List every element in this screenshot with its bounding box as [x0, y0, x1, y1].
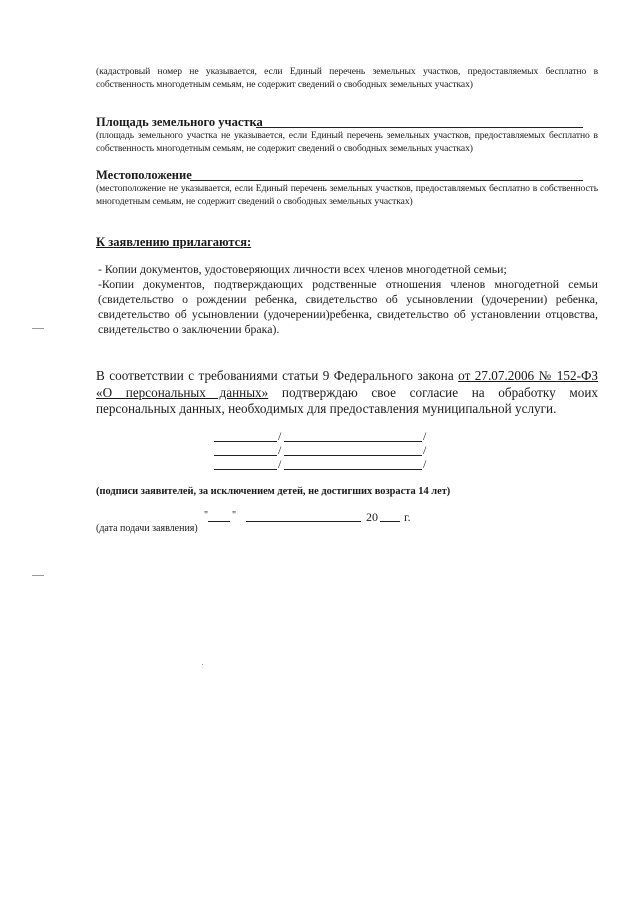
law-reference: от 27.07.2006 № 152-ФЗ «О персональных данных»: [96, 368, 598, 400]
area-label: Площадь земельного участка: [96, 115, 263, 129]
signature-separator: /: [278, 457, 282, 471]
signature-line-1a[interactable]: [214, 441, 277, 442]
date-year-line[interactable]: [380, 521, 400, 522]
scan-speck: [202, 664, 203, 665]
area-input-line[interactable]: [256, 127, 583, 128]
area-note: (площадь земельного участка не указывается, если Единый перечень земельных участков, предоставляемых бесплатно в собственность многодетным семьям, не содержит сведений о свободных земельных участках): [96, 130, 598, 154]
date-year-prefix: 20: [366, 510, 378, 524]
consent-text-end: подтверждаю свое согласие на обработку моих персональных данных, необходимых для предоставления муниципальной услуги.: [96, 384, 598, 416]
signature-separator: /: [423, 429, 427, 443]
signature-line-2b[interactable]: [284, 455, 422, 456]
signature-line-3b[interactable]: [284, 469, 422, 470]
signature-separator: /: [278, 429, 282, 443]
signature-separator: /: [423, 443, 427, 457]
attachments-heading: К заявлению прилагаются:: [96, 235, 252, 249]
scan-margin-mark: [32, 328, 44, 329]
attachments-item-2: -Копии документов, подтверждающих родственные отношения членов многодетной семьи (свидетельство о рождении ребенка, свидетельство об усыновлении (удочерении) ребенка, свидетельство об усыновлении (удочерении)ребенка, свидетельство об установлении отцовства, свидетельство о заключении брака).: [98, 277, 598, 336]
signature-line-3a[interactable]: [214, 469, 277, 470]
date-year-suffix: г.: [404, 510, 411, 524]
scan-margin-mark: [32, 575, 44, 576]
cadastral-note: (кадастровый номер не указывается, если Единый перечень земельных участков, предоставляемых бесплатно в собственность многодетным семьям, не содержит сведений о свободных земельных участках): [96, 66, 598, 90]
signature-separator: /: [278, 443, 282, 457]
signature-line-2a[interactable]: [214, 455, 277, 456]
signature-separator: /: [423, 457, 427, 471]
date-caption: (дата подачи заявления): [96, 523, 198, 534]
consent-text-start: В соответствии с требованиями статьи 9 Федерального закона: [96, 368, 459, 383]
signatures-caption: (подписи заявителей, за исключением детей, не достигших возраста 14 лет): [96, 486, 451, 497]
signature-line-1b[interactable]: [284, 441, 422, 442]
location-note: (местоположение не указывается, если Единый перечень земельных участков, предоставляемых бесплатно в собственность многодетным семьям, не содержит сведений о свободных земельных участках): [96, 183, 598, 207]
date-day-line[interactable]: [208, 521, 230, 522]
location-label: Местоположение: [96, 168, 192, 182]
consent-paragraph: [96, 368, 598, 418]
location-input-line[interactable]: [190, 180, 583, 181]
attachments-item-1: - Копии документов, удостоверяющих личности всех членов многодетной семьи;: [98, 262, 507, 276]
date-quote-open: ": [204, 510, 209, 521]
date-month-line[interactable]: [246, 521, 361, 522]
date-quote-close: ": [232, 510, 237, 521]
